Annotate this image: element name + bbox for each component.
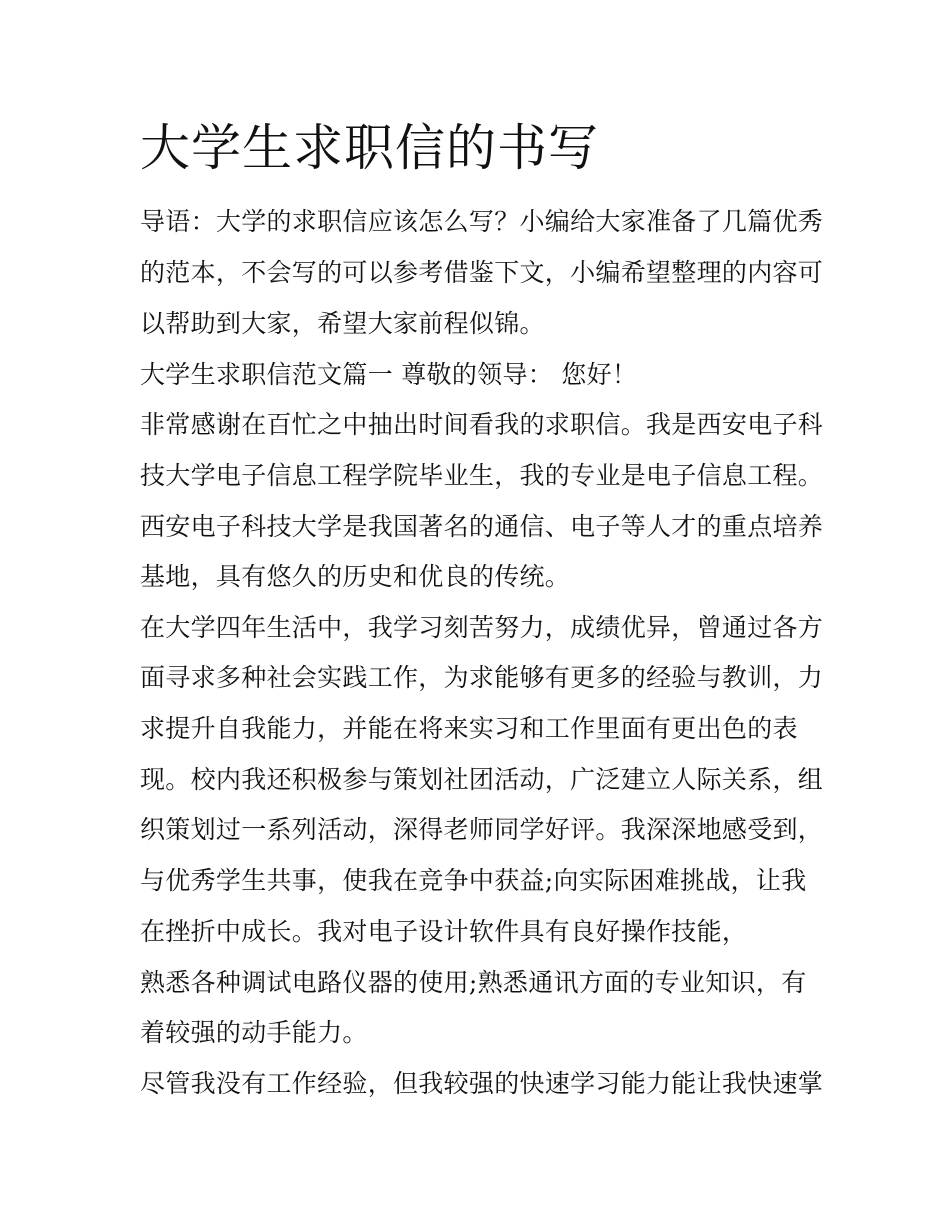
salutation-line: 大学生求职信范文篇一 尊敬的领导： 您好！ bbox=[140, 360, 638, 389]
body-line: 与优秀学生共事，使我在竞争中获益;向实际困难挑战，让我 bbox=[140, 866, 807, 895]
body-line: 基地，具有悠久的历史和优良的传统。 bbox=[140, 562, 571, 591]
body-line: 在挫折中成长。我对电子设计软件具有良好操作技能， bbox=[140, 917, 748, 946]
body-line: 面寻求多种社会实践工作，为求能够有更多的经验与教训，力 bbox=[140, 663, 824, 692]
body-line: 现。校内我还积极参与策划社团活动，广泛建立人际关系，组 bbox=[140, 765, 824, 794]
intro-line-3: 以帮助到大家，希望大家前程似锦。 bbox=[140, 309, 545, 338]
body-line: 尽管我没有工作经验，但我较强的快速学习能力能让我快速掌 bbox=[140, 1069, 824, 1098]
body-line: 熟悉各种调试电路仪器的使用;熟悉通讯方面的专业知识，有 bbox=[140, 968, 807, 997]
body-line: 着较强的动手能力。 bbox=[140, 1018, 368, 1047]
intro-line-1: 导语：大学的求职信应该怎么写？小编给大家准备了几篇优秀 bbox=[140, 207, 824, 236]
intro-line-2: 的范本，不会写的可以参考借鉴下文，小编希望整理的内容可 bbox=[140, 258, 824, 287]
document-title: 大学生求职信的书写 bbox=[140, 119, 599, 177]
body-line: 在大学四年生活中，我学习刻苦努力，成绩优异，曾通过各方 bbox=[140, 613, 824, 642]
body-line: 西安电子科技大学是我国著名的通信、电子等人才的重点培养 bbox=[140, 512, 824, 541]
body-line: 非常感谢在百忙之中抽出时间看我的求职信。我是西安电子科 bbox=[140, 410, 824, 439]
body-line: 织策划过一系列活动，深得老师同学好评。我深深地感受到， bbox=[140, 815, 824, 844]
body-line: 求提升自我能力，并能在将来实习和工作里面有更出色的表 bbox=[140, 714, 798, 743]
body-line: 技大学电子信息工程学院毕业生，我的专业是电子信息工程。 bbox=[140, 461, 824, 490]
